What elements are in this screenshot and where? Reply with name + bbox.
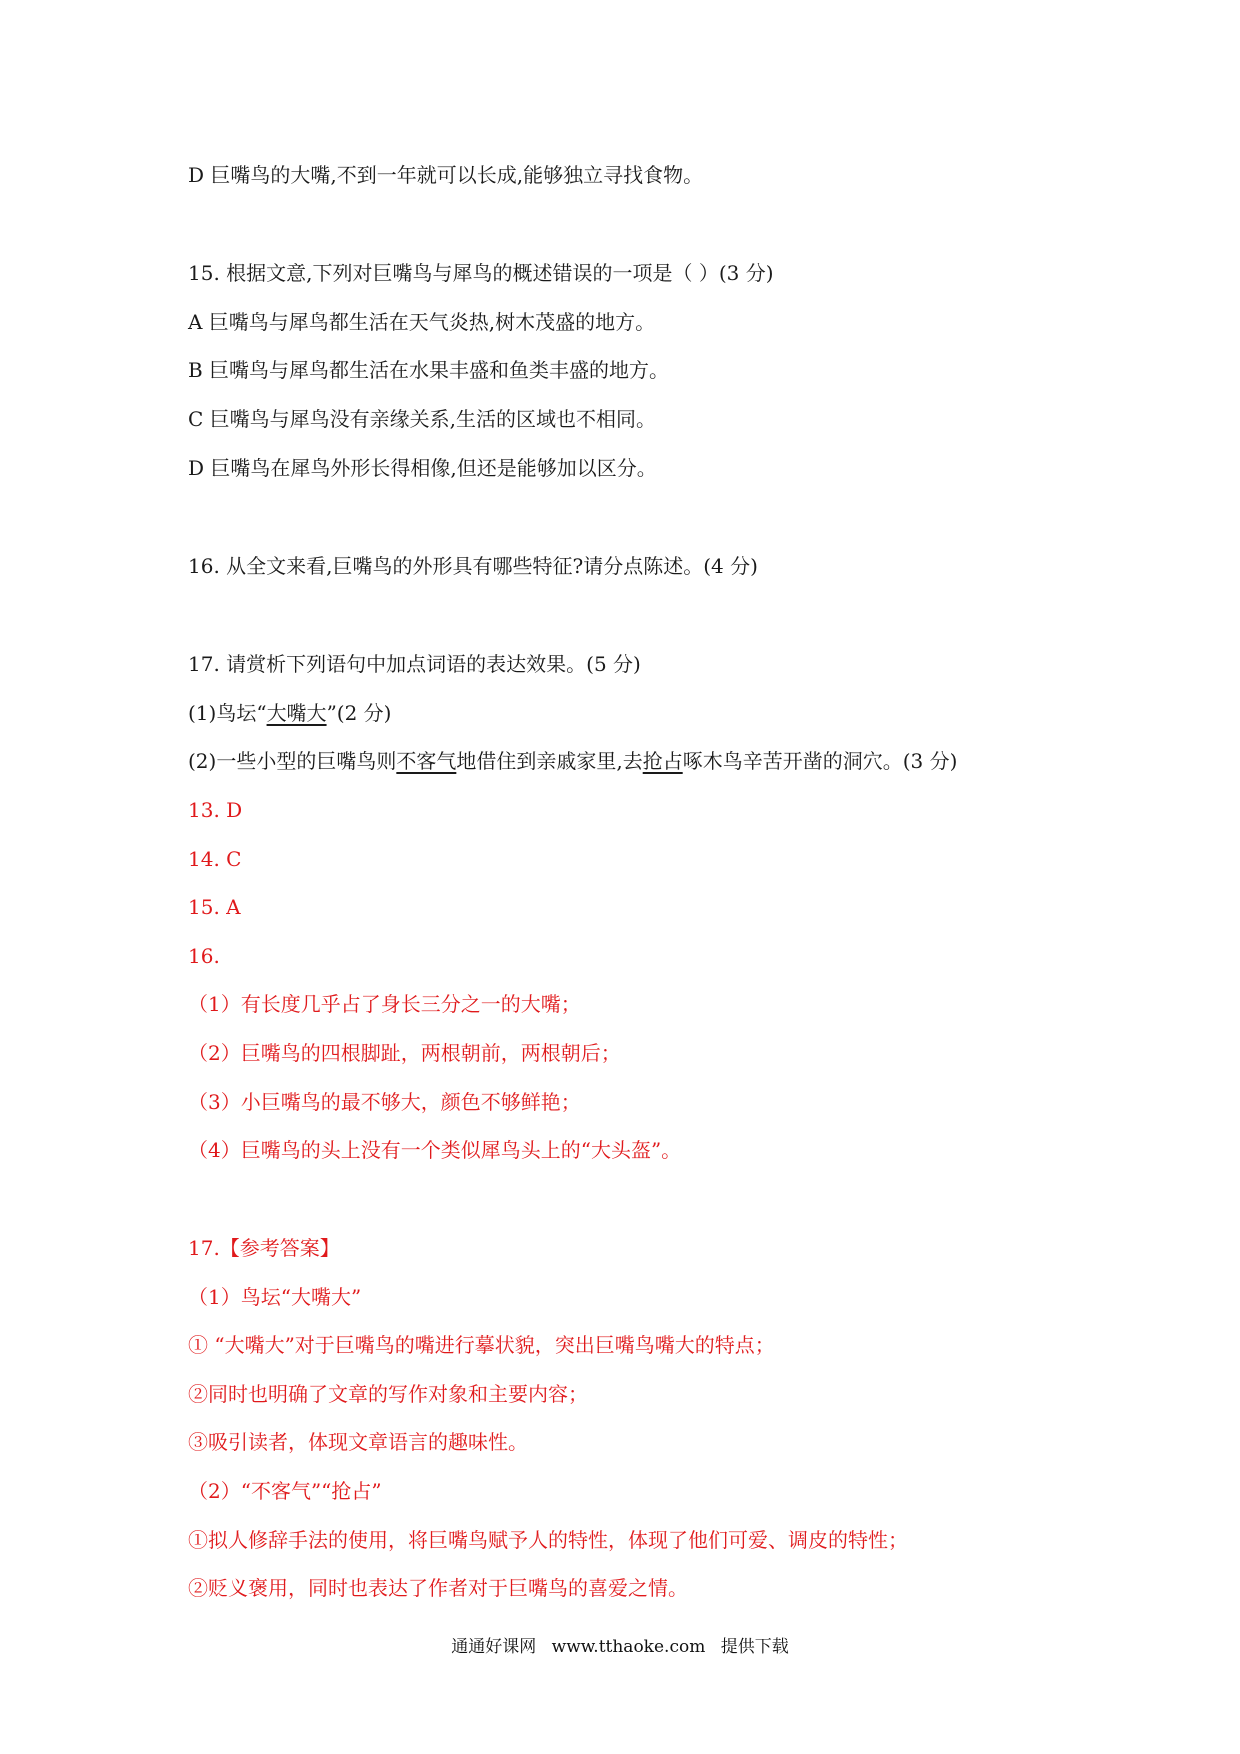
answer-16-point-4: （4）巨嘴鸟的头上没有一个类似犀鸟头上的“大头盔”。 bbox=[188, 1138, 682, 1162]
q17-item-1-dotted-word: 大嘴大 bbox=[266, 701, 327, 725]
answer-16-point-1: （1）有长度几乎占了身长三分之一的大嘴； bbox=[188, 992, 581, 1016]
q14-option-d: D 巨嘴鸟的大嘴,不到一年就可以长成,能够独立寻找食物。 bbox=[188, 163, 704, 187]
q15-option-a: A 巨嘴鸟与犀鸟都生活在天气炎热,树木茂盛的地方。 bbox=[188, 310, 656, 334]
page-footer bbox=[0, 1632, 1240, 1657]
answer-17-part-2-point-1: ①拟人修辞手法的使用，将巨嘴鸟赋予人的特性，体现了他们可爱、调皮的特性； bbox=[188, 1528, 908, 1552]
answer-17-part-2-point-2: ②贬义褒用，同时也表达了作者对于巨嘴鸟的喜爱之情。 bbox=[188, 1576, 688, 1600]
answer-15: 15. A bbox=[188, 895, 241, 919]
answer-17-part-1-point-3: ③吸引读者，体现文章语言的趣味性。 bbox=[188, 1430, 528, 1454]
answer-17-part-1-point-2: ②同时也明确了文章的写作对象和主要内容； bbox=[188, 1382, 588, 1406]
q15-stem: 15. 根据文意,下列对巨嘴鸟与犀鸟的概述错误的一项是（ ）(3 分) bbox=[188, 261, 774, 285]
answer-16-point-2: （2）巨嘴鸟的四根脚趾，两根朝前，两根朝后； bbox=[188, 1041, 621, 1065]
answer-17-label: 17.【参考答案】 bbox=[188, 1236, 340, 1260]
answer-17-part-1-point-1: ① “大嘴大”对于巨嘴鸟的嘴进行摹状貌，突出巨嘴鸟嘴大的特点； bbox=[188, 1333, 775, 1357]
q17-item-2 bbox=[188, 748, 957, 774]
q17-item-2-dotted-word-2: 抢占 bbox=[642, 749, 683, 773]
q17-item-2-part3: 啄木鸟辛苦开凿的洞穴。(3 分) bbox=[682, 749, 958, 773]
answer-17-part-2-title: （2）“不客气”“抢占” bbox=[188, 1479, 382, 1503]
footer-tagline: 提供下载 bbox=[720, 1637, 789, 1657]
q16-stem: 16. 从全文来看,巨嘴鸟的外形具有哪些特征?请分点陈述。(4 分) bbox=[188, 554, 758, 578]
footer-site-name: 通通好课网 bbox=[451, 1637, 537, 1657]
answer-13: 13. D bbox=[188, 798, 243, 822]
q17-item-2-dotted-word-1: 不客气 bbox=[396, 749, 457, 773]
q17-item-2-part1: (2)一些小型的巨嘴鸟则 bbox=[188, 749, 397, 773]
q15-option-c: C 巨嘴鸟与犀鸟没有亲缘关系,生活的区域也不相同。 bbox=[188, 407, 657, 431]
answer-17-part-1-title: （1）鸟坛“大嘴大” bbox=[188, 1285, 362, 1309]
q17-stem: 17. 请赏析下列语句中加点词语的表达效果。(5 分) bbox=[188, 652, 641, 676]
q17-item-1 bbox=[188, 700, 391, 726]
q17-item-2-part2: 地借住到亲戚家里,去 bbox=[456, 749, 643, 773]
q15-option-b: B 巨嘴鸟与犀鸟都生活在水果丰盛和鱼类丰盛的地方。 bbox=[188, 358, 670, 382]
footer-url-link[interactable]: www.tthaoke.com bbox=[551, 1637, 706, 1657]
answer-16-label: 16. bbox=[188, 944, 220, 968]
q15-option-d: D 巨嘴鸟在犀鸟外形长得相像,但还是能够加以区分。 bbox=[188, 456, 657, 480]
answer-16-point-3: （3）小巨嘴鸟的最不够大，颜色不够鲜艳； bbox=[188, 1090, 581, 1114]
q17-item-1-before: (1)鸟坛“ bbox=[188, 701, 267, 725]
q17-item-1-after: ”(2 分) bbox=[326, 701, 392, 725]
answer-14: 14. C bbox=[188, 847, 242, 871]
